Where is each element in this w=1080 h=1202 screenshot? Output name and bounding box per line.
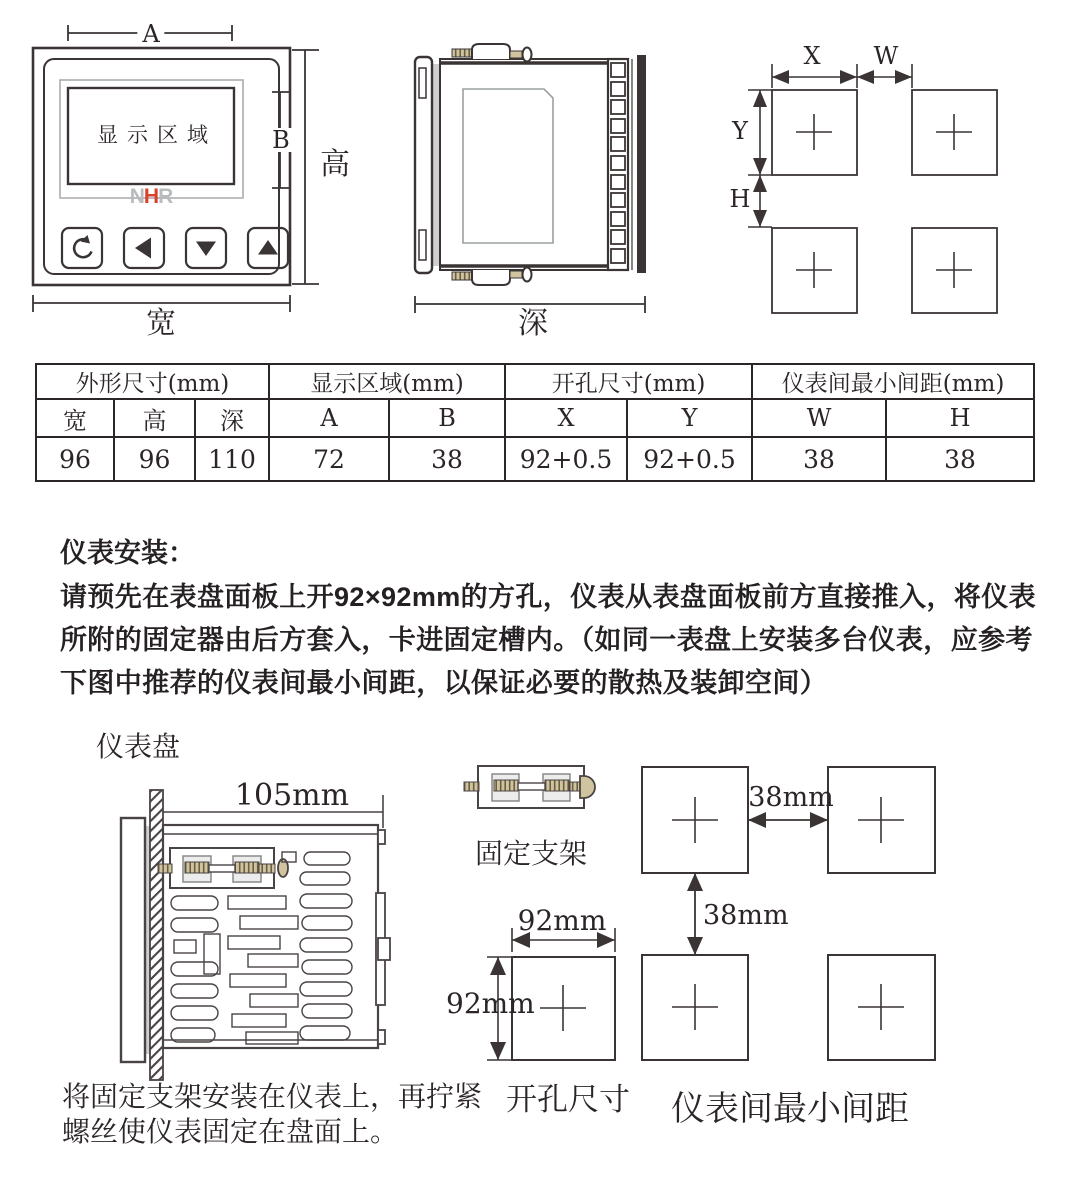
dimensions-table <box>35 363 1035 482</box>
panel-mount-drawing <box>121 790 390 1080</box>
dim-105mm-label: 105mm <box>234 778 350 813</box>
dim-38mm-horizontal-label: 38mm <box>748 782 834 813</box>
mount-note-line1: 将固定支架安装在仪表上，再拧紧 <box>62 1080 483 1113</box>
display-area-label: 显示区域 <box>97 123 217 147</box>
cutout-caption: 开孔尺寸 <box>506 1082 630 1118</box>
height-dim-label: 高 <box>320 147 350 182</box>
up-arrow-button-icon <box>248 228 288 268</box>
group-display-area: 显示区域(mm) <box>269 364 505 399</box>
logo-letter-h: H <box>143 185 159 209</box>
left-arrow-button-icon <box>124 228 164 268</box>
cross-marks <box>796 114 972 288</box>
dim-92mm-height-label: 92mm <box>446 987 535 1020</box>
width-dim-label: 宽 <box>146 306 176 341</box>
installation-line1: 请预先在表盘面板上开92×92mm的方孔，仪表从表盘面板前方直接推入，将仪表 <box>60 582 1037 612</box>
table-subheader-row: 宽 高 深 A B X Y W H <box>36 399 1034 437</box>
depth-dim-label: 深 <box>518 306 548 341</box>
dim-w-label: W <box>873 42 899 70</box>
nhr-logo <box>130 185 173 209</box>
front-view-drawing <box>33 25 319 312</box>
installation-heading: 仪表安装： <box>60 538 195 568</box>
installation-line3: 下图中推荐的仪表间最小间距，以保证必要的散热及装卸空间） <box>60 668 828 698</box>
group-cutout-size: 开孔尺寸(mm) <box>505 364 752 399</box>
installation-line2: 所附的固定器由后方套入，卡进固定槽内。（如同一表盘上安装多台仪表，应参考 <box>60 625 1033 655</box>
dim-b-label: B <box>267 128 295 152</box>
logo-letter-n: N <box>129 185 144 209</box>
table-values-row: 96 96 110 72 38 92+0.5 92+0.5 38 38 <box>36 437 1034 481</box>
dim-92mm-width-label: 92mm <box>517 904 607 937</box>
mount-note-line2: 螺丝使仪表固定在盘面上。 <box>62 1115 399 1148</box>
table-group-header-row <box>36 364 1034 399</box>
down-arrow-button-icon <box>186 228 226 268</box>
dim-h-label: H <box>729 185 751 213</box>
dim-x-label: X <box>803 42 821 70</box>
dim-a-label: A <box>137 22 164 46</box>
group-outline-dims: 外形尺寸(mm) <box>36 364 269 399</box>
cutout-layout-drawing <box>748 64 997 313</box>
return-button-icon <box>62 228 102 268</box>
spacing-caption: 仪表间最小间距 <box>671 1089 909 1129</box>
group-min-spacing: 仪表间最小间距(mm) <box>752 364 1034 399</box>
bracket-label: 固定支架 <box>474 837 588 870</box>
dim-y-label: Y <box>732 117 748 145</box>
panel-label: 仪表盘 <box>96 730 181 763</box>
side-view-drawing <box>415 44 646 313</box>
dim-38mm-vertical-label: 38mm <box>703 900 789 931</box>
fixing-bracket-drawing <box>464 766 595 808</box>
logo-letter-r: R <box>158 185 173 209</box>
